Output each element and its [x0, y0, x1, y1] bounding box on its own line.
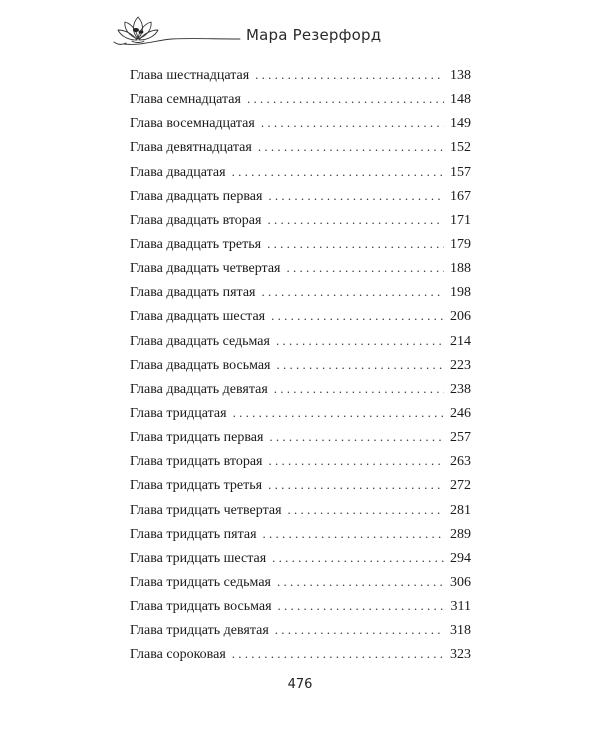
toc-entry — [130, 114, 471, 138]
toc-entry-page: 238 — [450, 381, 471, 397]
toc-entry — [130, 525, 471, 549]
toc-entry — [130, 66, 471, 90]
toc-entry-title: Глава тридцать восьмая — [130, 599, 272, 615]
toc-entry-title: Глава двадцать третья — [130, 236, 262, 252]
toc-entry-title: Глава шестнадцатая — [130, 68, 250, 83]
toc-entry-page: 289 — [450, 526, 471, 542]
toc-dot-leader — [258, 138, 444, 156]
toc-dot-leader — [272, 549, 444, 567]
toc-dot-leader — [278, 597, 444, 615]
toc-entry-page: 188 — [450, 261, 471, 277]
toc-entry — [130, 235, 471, 259]
toc-entry-title: Глава тридцать шестая — [130, 550, 267, 566]
toc-entry-title: Глава двадцать четвертая — [130, 261, 281, 277]
toc-entry — [130, 501, 471, 525]
toc-entry-title: Глава тридцать пятая — [130, 526, 257, 542]
toc-entry-title: Глава тридцать первая — [130, 430, 264, 446]
table-of-contents — [130, 66, 471, 670]
toc-entry-page: 198 — [450, 285, 471, 301]
toc-entry-title: Глава восемнадцатая — [130, 116, 255, 132]
toc-entry-page: 223 — [450, 357, 471, 373]
toc-dot-leader — [263, 525, 444, 543]
toc-dot-leader — [274, 380, 444, 398]
toc-entry-page: 148 — [450, 92, 471, 108]
toc-dot-leader — [268, 452, 444, 470]
page-number: 476 — [287, 677, 313, 692]
toc-dot-leader — [287, 259, 445, 277]
toc-dot-leader — [267, 235, 444, 253]
toc-entry — [130, 621, 471, 645]
toc-dot-leader — [233, 404, 444, 422]
toc-entry — [130, 452, 471, 476]
toc-entry — [130, 597, 471, 621]
toc-entry-page: 318 — [450, 623, 471, 639]
toc-entry-page: 311 — [450, 599, 471, 615]
toc-entry — [130, 138, 471, 162]
toc-entry-page: 179 — [450, 236, 471, 252]
toc-entry-page: 206 — [450, 309, 471, 325]
toc-dot-leader — [275, 621, 444, 639]
toc-entry — [130, 283, 471, 307]
toc-entry-title: Глава тридцать вторая — [130, 454, 263, 470]
toc-entry-page: 152 — [450, 140, 471, 156]
toc-entry — [130, 428, 471, 452]
toc-entry-title: Глава двадцать первая — [130, 188, 263, 204]
toc-entry — [130, 476, 471, 500]
toc-dot-leader — [277, 573, 444, 591]
toc-entry-title: Глава двадцать седьмая — [130, 333, 270, 349]
header-tick — [236, 14, 237, 16]
toc-entry — [130, 259, 471, 283]
toc-entry — [130, 187, 471, 211]
toc-entry-page: 149 — [450, 116, 471, 132]
toc-entry-title: Глава тридцать седьмая — [130, 574, 271, 590]
toc-entry-page: 246 — [450, 405, 471, 421]
toc-dot-leader — [232, 163, 444, 181]
toc-entry-page: 167 — [450, 188, 471, 204]
toc-entry-page: 263 — [450, 454, 471, 470]
toc-entry-title: Глава тридцать четвертая — [130, 502, 282, 518]
toc-entry-page: 294 — [450, 550, 471, 566]
toc-entry-title: Глава тридцать третья — [130, 478, 263, 494]
toc-dot-leader — [262, 283, 445, 301]
toc-entry — [130, 404, 471, 428]
toc-entry — [130, 332, 471, 356]
toc-entry-title: Глава двадцать вторая — [130, 212, 262, 228]
toc-dot-leader — [247, 90, 444, 108]
toc-entry-page: 257 — [450, 430, 471, 446]
toc-entry-page: 272 — [450, 478, 471, 494]
toc-entry-title: Глава двадцать шестая — [130, 309, 266, 325]
toc-dot-leader — [255, 66, 444, 84]
toc-entry — [130, 307, 471, 331]
toc-dot-leader — [268, 187, 444, 205]
toc-entry — [130, 211, 471, 235]
toc-dot-leader — [268, 476, 444, 494]
toc-entry — [130, 645, 471, 669]
toc-entry — [130, 356, 471, 380]
toc-dot-leader — [232, 645, 444, 663]
toc-entry-title: Глава двадцатая — [130, 164, 226, 180]
toc-entry — [130, 90, 471, 114]
toc-dot-leader — [288, 501, 444, 519]
toc-entry — [130, 549, 471, 573]
toc-dot-leader — [271, 307, 444, 325]
running-header-author: Мара Резерфорд — [246, 26, 382, 44]
toc-entry-page: 281 — [450, 502, 471, 518]
toc-entry-title: Глава девятнадцатая — [130, 140, 252, 156]
toc-entry-title: Глава семнадцатая — [130, 92, 241, 108]
toc-entry — [130, 163, 471, 187]
toc-entry-title: Глава сороковая — [130, 647, 226, 663]
toc-entry-page: 306 — [450, 574, 471, 590]
lotus-flower-icon — [112, 12, 242, 48]
toc-entry-page: 138 — [450, 68, 471, 83]
toc-entry-title: Глава тридцатая — [130, 405, 227, 421]
toc-entry-title: Глава двадцать восьмая — [130, 357, 271, 373]
toc-entry-page: 214 — [450, 333, 471, 349]
toc-entry-title: Глава двадцать девятая — [130, 381, 268, 397]
toc-entry-title: Глава двадцать пятая — [130, 285, 256, 301]
toc-entry-page: 323 — [450, 647, 471, 663]
toc-entry — [130, 573, 471, 597]
toc-entry-page: 171 — [450, 212, 471, 228]
toc-dot-leader — [261, 114, 444, 132]
toc-entry-title: Глава тридцать девятая — [130, 623, 269, 639]
toc-dot-leader — [267, 211, 444, 229]
toc-entry-page: 157 — [450, 164, 471, 180]
toc-dot-leader — [269, 428, 444, 446]
toc-dot-leader — [277, 356, 445, 374]
toc-entry — [130, 380, 471, 404]
toc-dot-leader — [276, 332, 444, 350]
